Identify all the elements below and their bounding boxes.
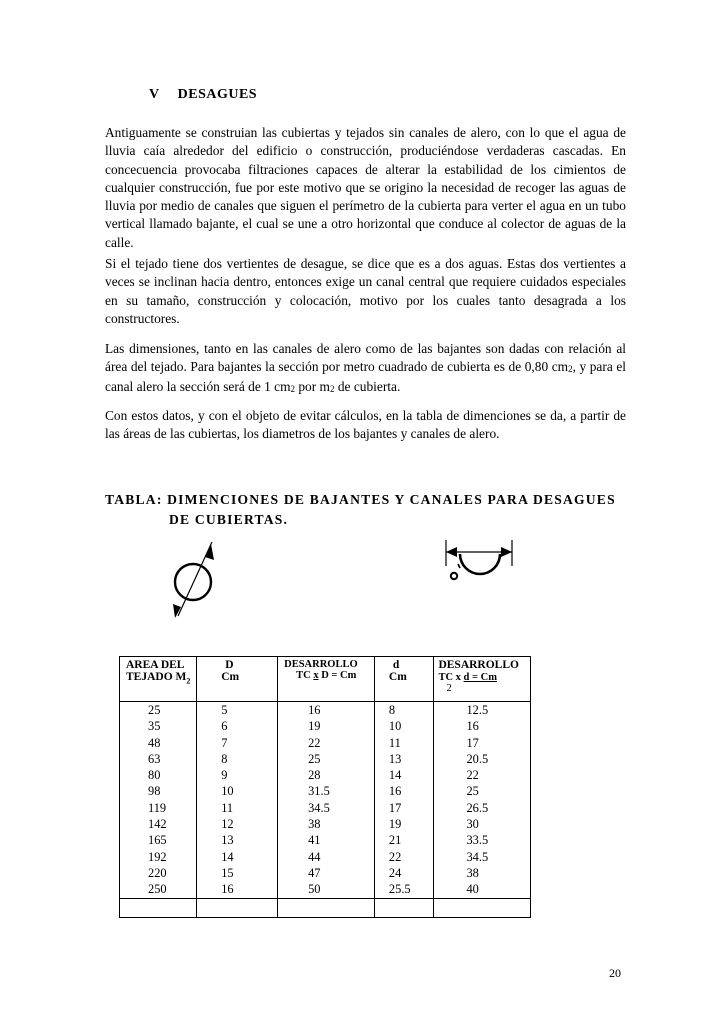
table-cell: 25 — [148, 703, 161, 717]
table-cell: 25 — [308, 751, 321, 766]
table-cell: 250 — [148, 882, 167, 897]
header-D-line2: Cm — [221, 671, 240, 683]
table-cell: 5 — [221, 703, 228, 717]
table-cell: 16 — [466, 719, 479, 734]
header-area-line1: AREA DEL — [126, 659, 185, 671]
table-cell: 34.5 — [308, 800, 330, 815]
table-cell: 38 — [466, 865, 479, 880]
table-cell: 38 — [308, 817, 321, 832]
header-des2-part-a: TC x — [438, 672, 464, 683]
table-cell: 10 — [388, 719, 402, 734]
table-cell: 50 — [308, 882, 321, 897]
table-cell: 22 — [308, 735, 321, 750]
header-area-line2 — [126, 671, 191, 686]
dimensions-table — [119, 656, 531, 918]
empty-cell — [120, 898, 197, 917]
page-number: 20 — [609, 966, 621, 980]
column-area — [120, 702, 197, 899]
table-cell: 16 — [388, 784, 402, 799]
table-cell: 19 — [308, 719, 321, 734]
table-cell: 63 — [148, 751, 161, 766]
table-cell: 192 — [148, 849, 167, 864]
paragraph-1: Antiguamente se construian las cubiertas y tejados sin canales de alero, con lo que el agua de lluvia caía alrededor del edificio o construcción, produciéndose verdaderas cascadas. En concecuencia provocaba filtraciones capaces de alterar la estabilidad de los cimientos de cualquier construcción, fue por este motivo que se origino la necesidad de recoger las aguas de lluvia por medio de canales que siguen el perímetro de la cubierta para verter el agua en un tubo vertical llamado bajante, el cual se une a otro horizontal que conduce al colector de aguas de la calle. — [105, 125, 626, 250]
table-cell: 48 — [148, 735, 161, 750]
table-cell: 47 — [308, 865, 321, 880]
section-number: V — [149, 87, 160, 102]
empty-cell — [278, 898, 375, 917]
p3-text-b: , y para el canal alero la sección será de 1 cm — [105, 359, 626, 394]
table-cell: 31.5 — [308, 784, 330, 799]
table-cell: 11 — [388, 735, 401, 750]
table-cell: 17 — [388, 800, 402, 815]
header-d — [374, 657, 434, 702]
header-desarrollo-D-line1: DESARROLLO — [284, 659, 358, 670]
table-cell: 22 — [466, 768, 479, 783]
table-cell: 19 — [388, 817, 402, 832]
column-desarrollo-D — [278, 702, 375, 899]
p3-text-c: por m — [295, 378, 330, 394]
table-cell: 220 — [148, 865, 167, 880]
column-d — [374, 702, 434, 899]
table-cell: 9 — [221, 768, 228, 783]
header-desarrollo-d-line3: 2 — [446, 683, 452, 694]
p3-sub-1: 2 — [568, 364, 573, 375]
table-cell: 41 — [308, 833, 321, 848]
table-cell: 13 — [388, 751, 402, 766]
table-cell: 30 — [466, 817, 479, 832]
table-cell: 16 — [308, 703, 321, 717]
header-desarrollo-D — [278, 657, 375, 702]
header-area-text: TEJADO M — [126, 671, 187, 683]
table-cell: 12.5 — [466, 703, 489, 717]
table-empty-row — [120, 898, 531, 917]
table-cell: 33.5 — [466, 833, 489, 848]
table-header-row — [120, 657, 531, 702]
column-desarrollo-d — [434, 702, 531, 899]
column-D — [197, 702, 278, 899]
header-D — [197, 657, 278, 702]
table-title-line2: DE CUBIERTAS. — [169, 512, 289, 527]
table-cell: 119 — [148, 800, 167, 815]
paragraph-4: Con estos datos, y con el objeto de evitar cálculos, en la tabla de dimenciones se da, a partir de las áreas de las cubiertas, los diametros de los bajantes y canales de alero. — [105, 408, 626, 442]
table-cell: 142 — [148, 817, 167, 832]
header-D-line1: D — [225, 659, 234, 671]
table-cell: 80 — [148, 768, 161, 783]
header-desarrollo-d-line2 — [438, 672, 497, 683]
table-cell: 25 — [466, 784, 479, 799]
section-title: DESAGUES — [177, 87, 258, 102]
empty-cell — [374, 898, 434, 917]
table-cell: 17 — [466, 735, 479, 750]
empty-cell — [434, 898, 531, 917]
table-cell: 165 — [148, 833, 167, 848]
header-d-line2: Cm — [388, 671, 407, 683]
table-cell: 28 — [308, 768, 321, 783]
table-cell: 13 — [221, 833, 234, 848]
table-cell: 22 — [388, 849, 402, 864]
header-d-line1: d — [392, 659, 400, 671]
header-desarrollo-D-line2 — [284, 670, 356, 681]
table-cell: 14 — [388, 768, 402, 783]
header-des1-part-a: TC — [296, 670, 314, 681]
table-cell: 25.5 — [388, 882, 411, 897]
p3-sub-3: 2 — [329, 383, 335, 394]
header-area-sub: 2 — [186, 676, 191, 686]
table-title-line1: TABLA: DIMENCIONES DE BAJANTES Y CANALES PARA DESAGUES — [105, 492, 616, 507]
table-cell: 44 — [308, 849, 321, 864]
table-cell: 11 — [221, 800, 234, 815]
table-cell: 7 — [221, 735, 228, 750]
paragraph-3 — [105, 340, 626, 397]
downpipe-diameter-diagram — [160, 540, 230, 620]
header-desarrollo-d-line1: DESARROLLO — [438, 659, 519, 671]
table-cell: 16 — [221, 882, 234, 897]
header-des1-part-b: x — [313, 670, 319, 681]
table-cell: 98 — [148, 784, 161, 799]
gutter-width-diagram — [438, 538, 520, 602]
table-title — [105, 490, 635, 530]
p3-text-d: de cubierta. — [334, 378, 401, 394]
header-desarrollo-d — [434, 657, 531, 702]
p3-text-a: Las dimensiones, tanto en las canales de alero como de las bajantes son dadas con relación al área del tejado. Para bajantes la sección por metro cuadrado de cubierta es de 0,80 cm — [105, 341, 626, 375]
p3-sub-2: 2 — [290, 383, 296, 394]
table-cell: 35 — [148, 719, 161, 734]
table-cell: 40 — [466, 882, 479, 897]
table-cell: 8 — [388, 703, 396, 717]
table-cell: 15 — [221, 865, 234, 880]
table-cell: 21 — [388, 833, 402, 848]
table-cell: 12 — [221, 817, 234, 832]
table-cell: 34.5 — [466, 849, 489, 864]
section-heading — [149, 87, 257, 103]
table-data-row — [120, 702, 531, 899]
empty-cell — [197, 898, 278, 917]
header-area — [120, 657, 197, 702]
table-cell: 26.5 — [466, 800, 489, 815]
table-cell: 24 — [388, 865, 402, 880]
table-cell: 6 — [221, 719, 228, 734]
paragraph-2: Si el tejado tiene dos vertientes de desague, se dice que es a dos aguas. Estas dos vertientes a veces se inclinan hacia dentro, entonces exige un canal central que requiere cuidados especiales en su tamaño, construcción y colocación, motivo por los cuales tanto desagrada a los constructores. — [105, 256, 626, 326]
header-des2-part-b: d = Cm — [463, 672, 497, 683]
table-cell: 10 — [221, 784, 234, 799]
table-cell: 14 — [221, 849, 234, 864]
header-des1-part-c: D = Cm — [318, 670, 357, 681]
table-cell: 8 — [221, 751, 228, 766]
table-cell: 20.5 — [466, 751, 489, 766]
